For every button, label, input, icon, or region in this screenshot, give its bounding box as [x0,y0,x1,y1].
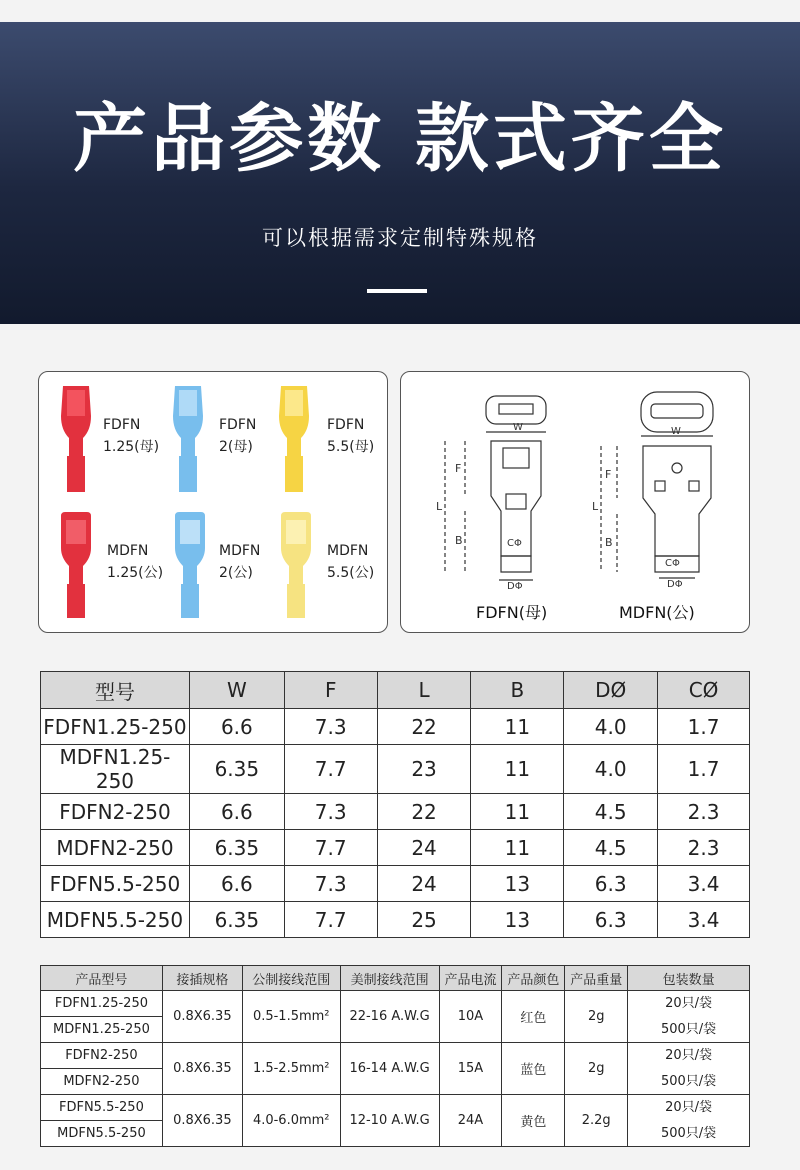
column-header: 型号 [41,672,190,709]
metric-range-cell: 4.0-6.0mm² [242,1095,340,1147]
dimension-cell: 4.0 [564,745,658,794]
product-label-fdfn-5-5: FDFN 5.5(母) [327,417,375,455]
package-quantity: 20只/袋 [665,996,713,1011]
dimension-cell: 6.3 [564,902,658,938]
product-label-fdfn-1-25: FDFN 1.25(母) [103,417,160,455]
dimension-cell: 13 [471,866,564,902]
weight-cell: 2.2g [565,1095,628,1147]
dimension-cell: 3.4 [658,866,750,902]
table-row [41,1095,750,1121]
table-row [41,794,750,830]
table-row [41,866,750,902]
package-quantity-cell [628,1095,750,1147]
table-row [41,745,750,794]
column-header: B [471,672,564,709]
model-cell: FDFN2-250 [41,1043,163,1069]
color-cell: 蓝色 [502,1043,565,1095]
dimension-cell: 6.35 [189,745,284,794]
svg-text:W: W [671,426,681,437]
dimension-cell: 2.3 [658,794,750,830]
technical-drawing-card [400,371,750,633]
dimension-cell: 3.4 [658,902,750,938]
dimension-cell: 4.5 [564,830,658,866]
dimension-cell: 6.6 [189,866,284,902]
dimension-cell: 11 [471,709,564,745]
dimension-cell: 11 [471,830,564,866]
product-label-mdfn-2: MDFN 2(公) [219,543,261,581]
page-subtitle: 可以根据需求定制特殊规格 [262,226,538,250]
page-title: 产品参数 款式齐全 [73,96,727,182]
package-quantity: 500只/袋 [660,1125,717,1141]
svg-text:CΦ: CΦ [507,538,522,549]
product-image-fdfn-2 [171,386,205,492]
male-drawing-caption: MDFN(公) [619,603,695,622]
dimension-cell: 7.3 [284,709,377,745]
package-quantity: 20只/袋 [665,1048,713,1063]
dimension-cell: 23 [377,745,471,794]
plug-spec-cell: 0.8X6.35 [162,991,242,1043]
metric-range-cell: 1.5-2.5mm² [242,1043,340,1095]
product-image-mdfn-5-5 [277,512,315,618]
dimension-cell: 7.3 [284,866,377,902]
column-header: W [189,672,284,709]
column-header: 产品颜色 [502,966,565,991]
model-cell: MDFN1.25-250 [41,1017,163,1043]
dimension-cell: 13 [471,902,564,938]
svg-text:DΦ: DΦ [507,581,523,591]
dimension-cell: 6.35 [189,902,284,938]
column-header: 接插规格 [162,966,242,991]
color-cell: 红色 [502,991,565,1043]
product-image-fdfn-1-25 [59,386,93,492]
weight-cell: 2g [565,1043,628,1095]
table-row [41,991,750,1017]
model-cell: MDFN5.5-250 [41,1121,163,1147]
column-header: L [377,672,471,709]
model-cell: MDFN1.25-250 [41,745,190,794]
column-header: F [284,672,377,709]
metric-range-cell: 0.5-1.5mm² [242,991,340,1043]
dimension-cell: 1.7 [658,709,750,745]
weight-cell: 2g [565,991,628,1043]
dimension-cell: 6.6 [189,794,284,830]
dimension-cell: 6.6 [189,709,284,745]
model-cell: FDFN5.5-250 [41,1095,163,1121]
table-row [41,830,750,866]
dimension-cell: 4.5 [564,794,658,830]
svg-text:W: W [513,422,523,433]
svg-text:F: F [605,468,612,481]
dimension-cell: 11 [471,794,564,830]
table-row [41,1043,750,1069]
svg-text:F: F [455,462,462,475]
specification-table [40,965,750,1147]
model-cell: MDFN2-250 [41,1069,163,1095]
awg-range-cell: 22-16 A.W.G [340,991,439,1043]
column-header: DØ [564,672,658,709]
product-image-mdfn-1-25 [59,512,93,618]
awg-range-cell: 12-10 A.W.G [340,1095,439,1147]
product-photo-card [38,371,388,633]
column-header: 包装数量 [628,966,750,991]
dimension-cell: 25 [377,902,471,938]
column-header: 公制接线范围 [242,966,340,991]
model-cell: MDFN5.5-250 [41,902,190,938]
svg-text:L: L [592,500,599,513]
column-header: 产品重量 [565,966,628,991]
package-quantity-cell [628,991,750,1043]
svg-text:B: B [455,534,463,547]
dimension-cell: 22 [377,794,471,830]
plug-spec-cell: 0.8X6.35 [162,1095,242,1147]
awg-range-cell: 16-14 A.W.G [340,1043,439,1095]
package-quantity-cell [628,1043,750,1095]
svg-text:L: L [436,500,443,513]
model-cell: FDFN1.25-250 [41,709,190,745]
column-header: 美制接线范围 [340,966,439,991]
product-label-fdfn-2: FDFN 2(母) [219,417,257,455]
dimension-cell: 6.3 [564,866,658,902]
model-cell: FDFN2-250 [41,794,190,830]
package-quantity: 20只/袋 [665,1100,713,1115]
product-image-fdfn-5-5 [275,386,313,492]
dimension-cell: 6.35 [189,830,284,866]
dimension-cell: 24 [377,866,471,902]
table-row [41,709,750,745]
dimension-cell: 7.3 [284,794,377,830]
dimension-cell: 11 [471,745,564,794]
column-header: CØ [658,672,750,709]
product-image-mdfn-2 [173,512,207,618]
dimension-cell: 22 [377,709,471,745]
table-row [41,902,750,938]
model-cell: MDFN2-250 [41,830,190,866]
male-terminal-drawing [589,386,729,591]
table-header-row [41,672,750,709]
title-divider [367,289,427,293]
plug-spec-cell: 0.8X6.35 [162,1043,242,1095]
current-cell: 10A [439,991,502,1043]
color-cell: 黄色 [502,1095,565,1147]
female-drawing-caption: FDFN(母) [476,603,548,622]
model-cell: FDFN1.25-250 [41,991,163,1017]
dimension-cell: 4.0 [564,709,658,745]
current-cell: 15A [439,1043,502,1095]
dimension-cell: 7.7 [284,830,377,866]
svg-text:DΦ: DΦ [667,579,683,590]
column-header: 产品电流 [439,966,502,991]
table-header-row [41,966,750,991]
dimension-cell: 1.7 [658,745,750,794]
dimension-cell: 7.7 [284,902,377,938]
column-header: 产品型号 [41,966,163,991]
female-terminal-drawing [431,386,561,591]
product-label-mdfn-5-5: MDFN 5.5(公) [327,543,375,581]
hero-banner [0,22,800,324]
dimension-cell: 24 [377,830,471,866]
product-label-mdfn-1-25: MDFN 1.25(公) [107,543,164,581]
model-cell: FDFN5.5-250 [41,866,190,902]
current-cell: 24A [439,1095,502,1147]
dimension-cell: 7.7 [284,745,377,794]
dimension-cell: 2.3 [658,830,750,866]
svg-text:B: B [605,536,613,549]
svg-text:CΦ: CΦ [665,558,680,569]
package-quantity: 500只/袋 [660,1021,717,1037]
dimensions-table [40,671,750,938]
package-quantity: 500只/袋 [660,1073,717,1089]
